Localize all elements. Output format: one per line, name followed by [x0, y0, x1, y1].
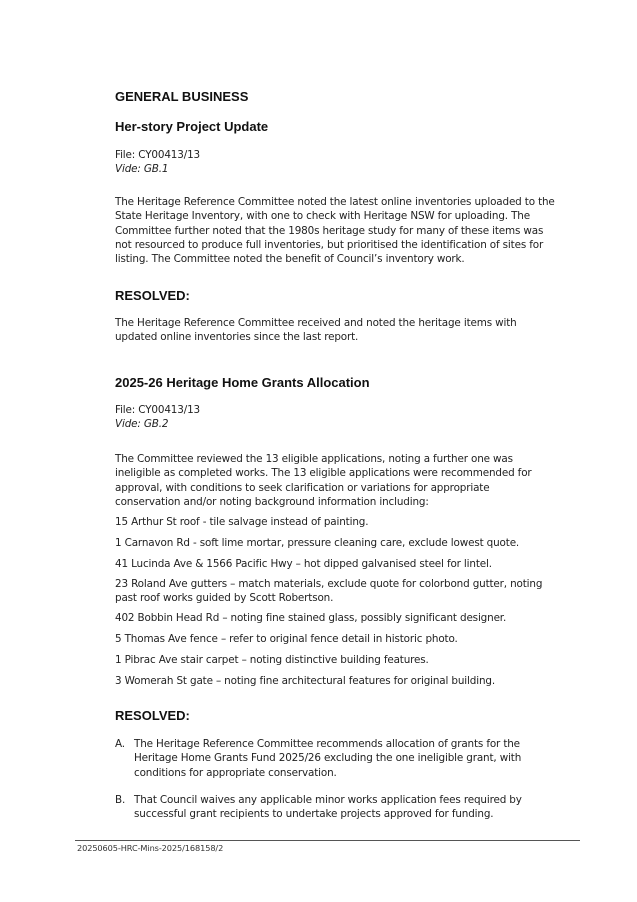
condition-item: 1 Carnavon Rd - soft lime mortar, pressure cleaning care, exclude lowest quote. [115, 537, 520, 549]
footer-divider [75, 840, 580, 841]
item-paragraph: The Committee reviewed the 13 eligible applications, noting a further one was ineligible as completed works. The 13 eligible applications were recommended for approval, with conditions to seek clarification or variations for appropriate conservation and/or noting background information including: [115, 453, 532, 508]
resolution-item [115, 737, 555, 780]
condition-item: 41 Lucinda Ave & 1566 Pacific Hwy – hot dipped galvanised steel for lintel. [115, 558, 492, 570]
condition-item: 5 Thomas Ave fence – refer to original fence detail in historic photo. [115, 633, 458, 645]
list-marker: A. [115, 738, 125, 750]
vide-reference: Vide: GB.2 [115, 418, 169, 430]
item-title: 2025-26 Heritage Home Grants Allocation [115, 375, 370, 390]
condition-item: 15 Arthur St roof - tile salvage instead of painting. [115, 516, 369, 528]
vide-reference: Vide: GB.1 [115, 163, 169, 175]
condition-item: 1 Pibrac Ave stair carpet – noting distinctive building features. [115, 654, 429, 666]
resolution-item [115, 793, 555, 822]
file-reference: File: CY00413/13 [115, 149, 200, 161]
footer-reference: 20250605-HRC-Mins-2025/168158/2 [77, 843, 224, 853]
section-heading: GENERAL BUSINESS [115, 89, 249, 104]
item-paragraph: The Heritage Reference Committee noted the latest online inventories uploaded to the State Heritage Inventory, with one to check with Heritage NSW for uploading. The Committee further noted that the 1980s heritage study for many of these items was not resourced to produce full inventories, but prioritised the identification of sites for listing. The Committee noted the benefit of Council’s inventory work. [115, 196, 555, 266]
condition-item: 402 Bobbin Head Rd – noting fine stained glass, possibly significant designer. [115, 612, 507, 624]
resolution-text: The Heritage Reference Committee recommends allocation of grants for the Heritage Home Grants Fund 2025/26 excluding the one ineligible grant, with conditions for appropriate conservation. [134, 738, 522, 779]
resolved-heading: RESOLVED: [115, 288, 190, 303]
item-title: Her-story Project Update [115, 119, 269, 134]
resolution-text: The Heritage Reference Committee received and noted the heritage items with updated online inventories since the last report. [115, 317, 517, 344]
resolution-text: That Council waives any applicable minor works application fees required by successful grant recipients to undertake projects approved for funding. [134, 794, 522, 821]
list-marker: B. [115, 794, 126, 806]
resolved-heading: RESOLVED: [115, 708, 190, 723]
file-reference: File: CY00413/13 [115, 404, 200, 416]
condition-item: 3 Womerah St gate – noting fine architectural features for original building. [115, 675, 495, 687]
condition-item: 23 Roland Ave gutters – match materials, exclude quote for colorbond gutter, noting past roof works guided by Scott Robertson. [115, 578, 543, 605]
